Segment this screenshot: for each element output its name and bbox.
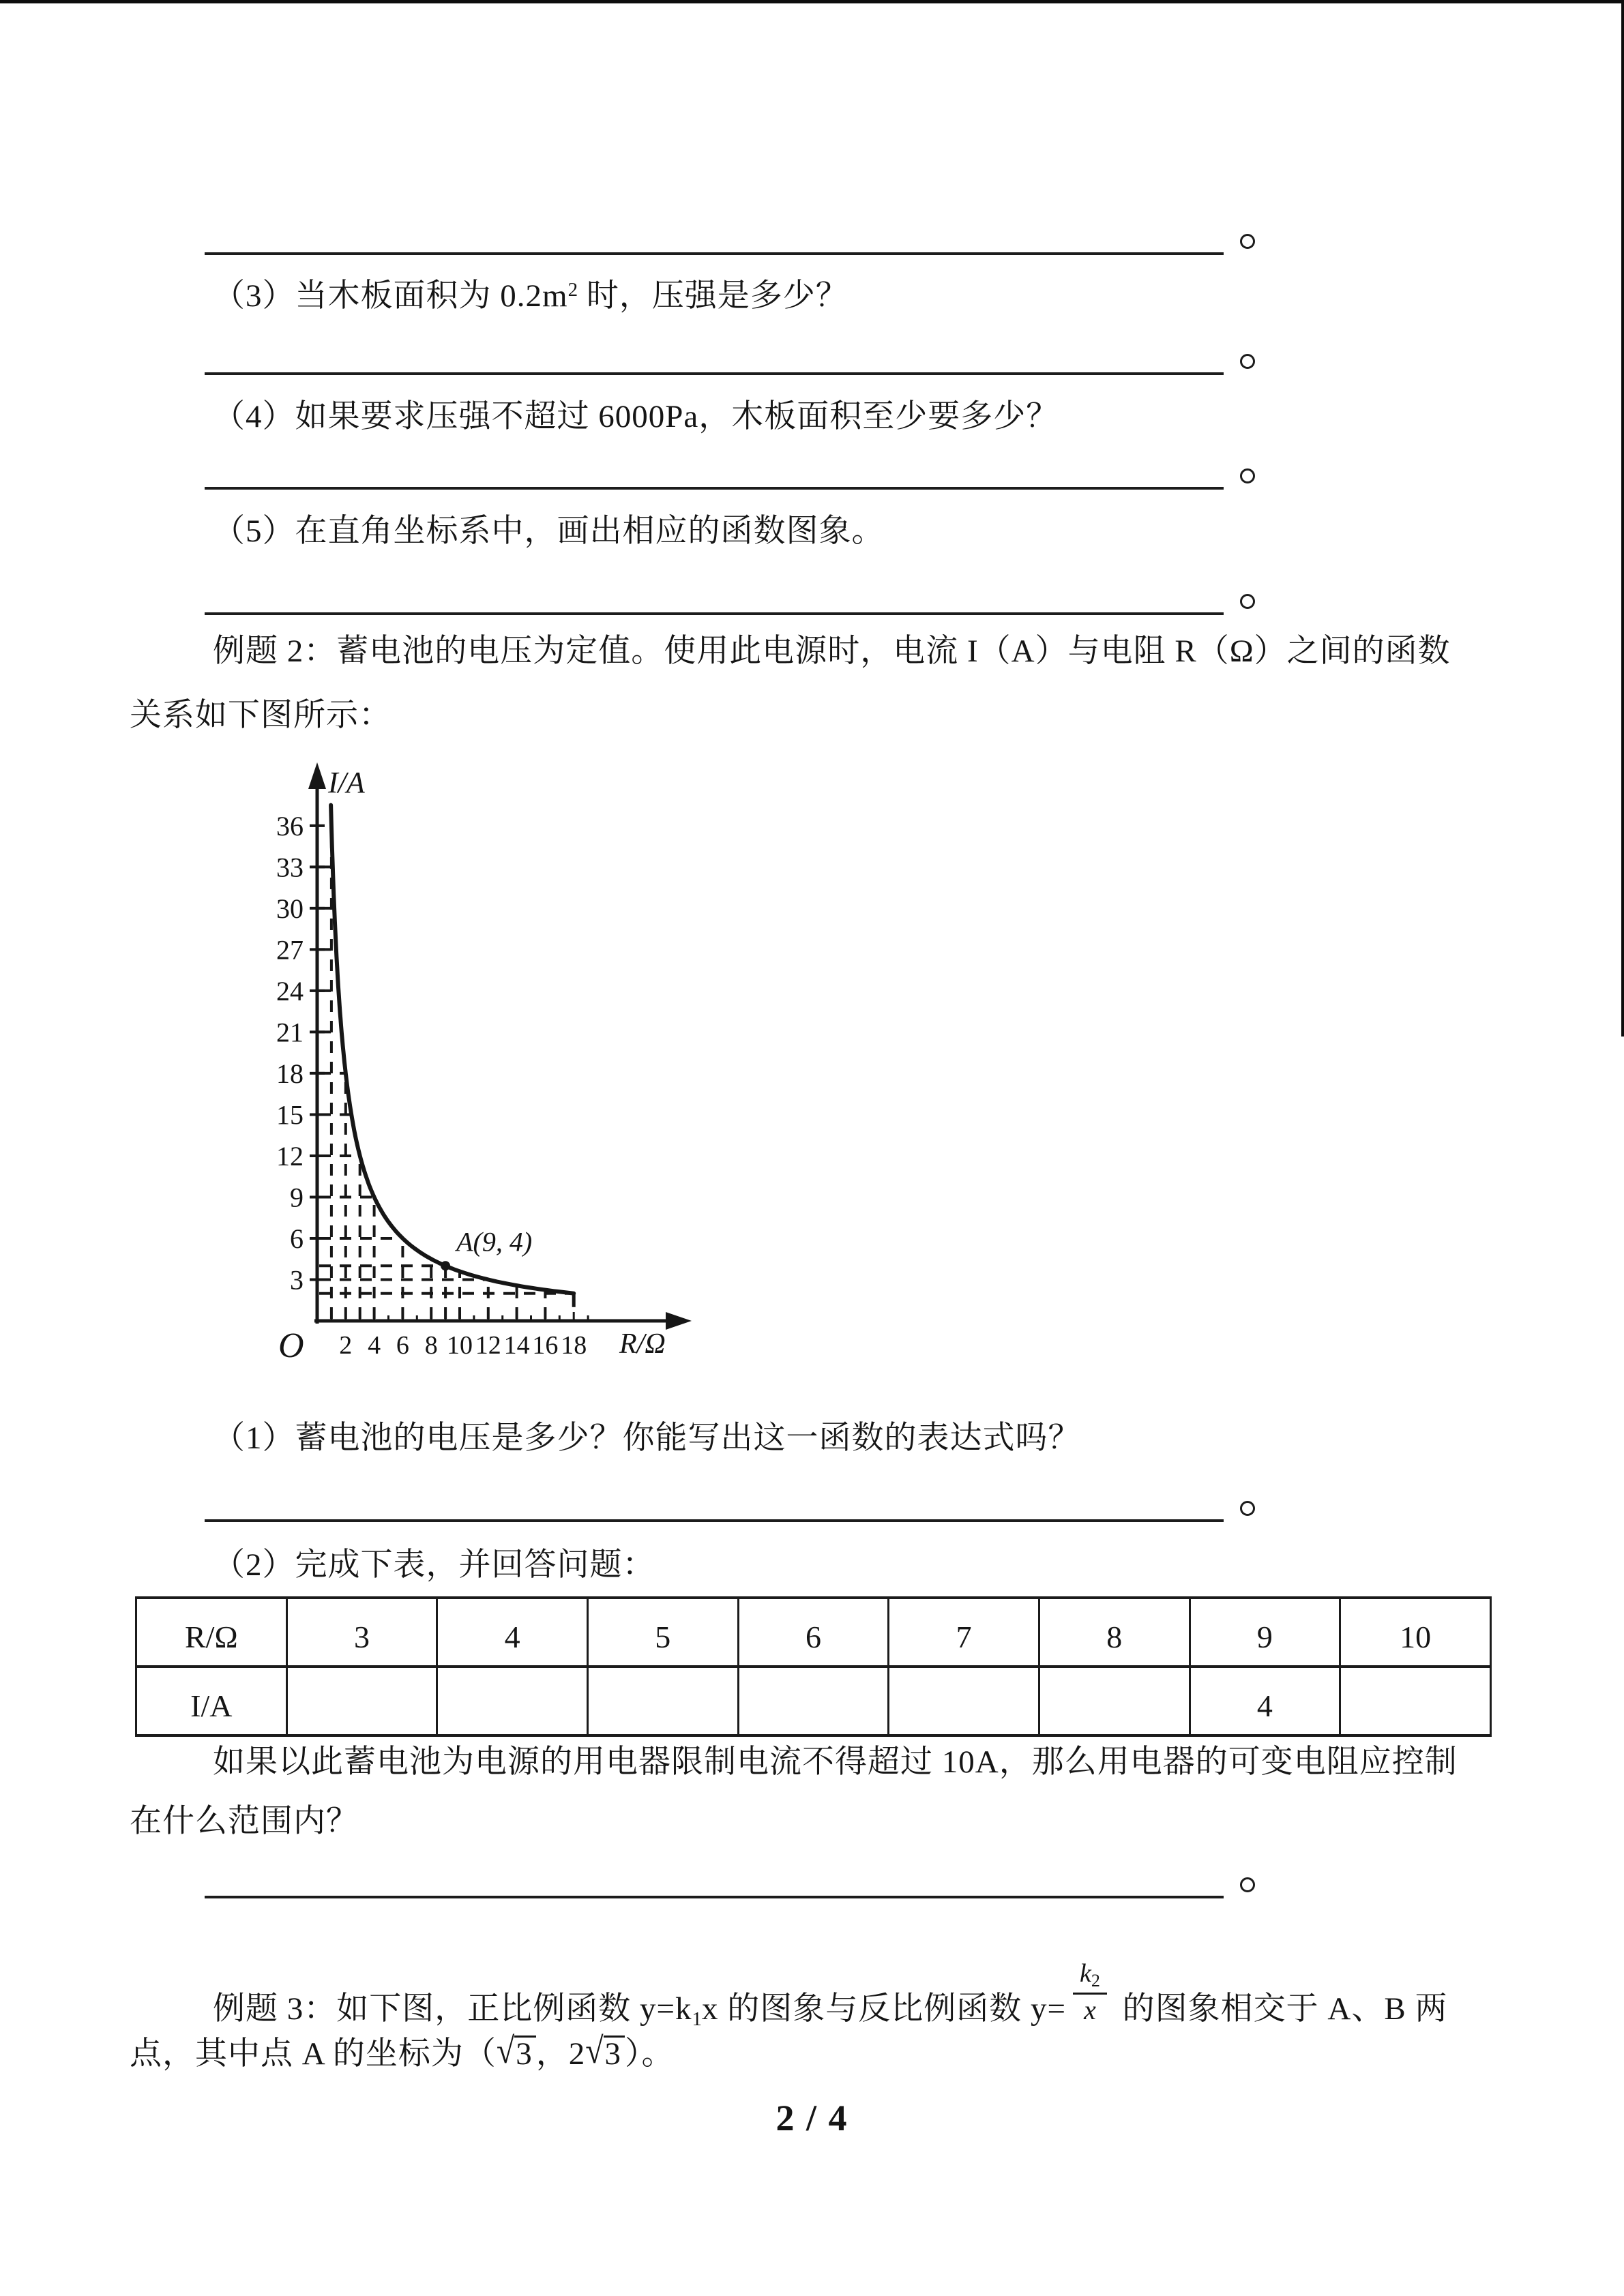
fullwidth-period-icon [1240, 1501, 1255, 1516]
question-3 [213, 276, 848, 316]
table-header-cell: 4 [437, 1598, 588, 1667]
answer-blank-line [205, 1896, 1224, 1898]
x-tick-label: 12 [475, 1331, 501, 1360]
example-3-line-2 [130, 2033, 675, 2074]
y-tick-label: 9 [290, 1182, 304, 1213]
radicand: 3 [514, 2036, 536, 2071]
x-tick-label: 8 [424, 1331, 438, 1360]
y-axis-arrow-icon [308, 762, 326, 789]
sqrt-3-first [496, 2031, 536, 2072]
table-value-cell [738, 1667, 889, 1735]
table-header-cell: 3 [286, 1598, 437, 1667]
y-tick-label: 33 [276, 852, 304, 883]
answer-blank-line [205, 372, 1224, 375]
y-tick-label: 15 [276, 1099, 304, 1131]
superscript-2: 2 [567, 279, 578, 301]
example-2-line-1: 例题 2：蓄电池的电压为定值。使用此电源时，电流 I（A）与电阻 R（Ω）之间的函数 [213, 633, 1451, 669]
table-header-cell: R/Ω [136, 1598, 287, 1667]
y-tick-label: 27 [276, 934, 304, 966]
fullwidth-period-icon [1240, 468, 1255, 483]
table-header-cell: 5 [587, 1598, 738, 1667]
y-tick-label: 6 [290, 1223, 304, 1254]
question-4: （4）如果要求压强不超过 6000Pa，木板面积至少要多少？ [213, 399, 1059, 434]
point-a-coordinates-end: ）。 [625, 2036, 675, 2072]
subscript-1: 1 [692, 2008, 703, 2030]
x-tick-label: 4 [368, 1331, 381, 1360]
subscript-2: 2 [1091, 1971, 1100, 1991]
table-value-cell [587, 1667, 738, 1735]
example-3-text-mid: x 的图象与反比例函数 y= [702, 1991, 1067, 2027]
y-axis-label: I/A [328, 766, 365, 799]
y-tick-label: 3 [290, 1264, 304, 1296]
radicand: 3 [604, 2036, 625, 2071]
y-tick-label: 24 [276, 975, 304, 1007]
answer-blank-line [205, 612, 1224, 615]
fraction-denominator: x [1084, 1995, 1096, 2025]
x-tick-label: 6 [396, 1331, 409, 1360]
x-axis-label: R/Ω [619, 1328, 666, 1360]
y-tick-label: 12 [276, 1141, 304, 1172]
y-tick-label: 18 [276, 1058, 304, 1089]
x-tick-label: 10 [447, 1331, 473, 1360]
radical-sign-icon: √ [585, 2031, 604, 2072]
table-header-cell: 10 [1340, 1598, 1491, 1667]
table-value-cell [437, 1667, 588, 1735]
curve-I-equals-36-over-R [331, 805, 574, 1294]
table-header-cell: 7 [889, 1598, 1039, 1667]
radical-sign-icon: √ [496, 2031, 515, 2072]
y-tick-label: 30 [276, 893, 304, 924]
point-a-coordinates-pre: 点，其中点 A 的坐标为（ [130, 2036, 497, 2072]
scan-border-top [0, 0, 1624, 3]
y-tick-label: 36 [276, 810, 304, 841]
table-header-cell: 8 [1039, 1598, 1190, 1667]
table-value-cell [286, 1667, 437, 1735]
fullwidth-period-icon [1240, 594, 1255, 609]
answer-blank-line [205, 487, 1224, 490]
answer-blank-line [205, 1519, 1224, 1522]
question-5: （5）在直角坐标系中，画出相应的函数图象。 [213, 513, 885, 549]
example-3-line-1 [213, 1960, 1447, 2031]
point-A-dot [441, 1261, 450, 1270]
fullwidth-period-icon [1240, 354, 1255, 369]
example-2-question-2: （2）完成下表，并回答问题： [213, 1547, 655, 1583]
inverse-proportion-graph [259, 723, 703, 1371]
x-axis-arrow-icon [666, 1312, 692, 1330]
x-tick-label: 2 [339, 1331, 353, 1360]
example-3-text: 例题 3：如下图，正比例函数 y=k [213, 1991, 692, 2027]
fullwidth-period-icon [1240, 1877, 1255, 1892]
after-table-line-2: 在什么范围内？ [130, 1804, 359, 1839]
table-value-cell: 4 [1190, 1667, 1340, 1735]
point-a-coordinates-mid: ，2 [535, 2036, 586, 2072]
after-table-line-1: 如果以此蓄电池为电源的用电器限制电流不得超过 10A，那么用电器的可变电阻应控制 [213, 1744, 1458, 1780]
example-3-text-end: 的图象相交于 A、B 两 [1113, 1991, 1448, 2027]
table-value-cell [1340, 1667, 1491, 1735]
table-row [136, 1598, 1491, 1667]
table-row [136, 1667, 1491, 1735]
point-A-label: A(9, 4) [456, 1226, 533, 1257]
fraction-k2-over-x [1073, 1960, 1107, 2028]
y-tick-label: 21 [276, 1017, 304, 1048]
table-value-cell [889, 1667, 1039, 1735]
fullwidth-period-icon [1240, 234, 1255, 249]
x-tick-label: 18 [561, 1331, 587, 1360]
origin-label: O [278, 1326, 304, 1365]
fraction-numerator-k: k [1080, 1959, 1091, 1988]
table-header-cell: 9 [1190, 1598, 1340, 1667]
answer-blank-line [205, 252, 1224, 255]
x-tick-label: 14 [503, 1331, 530, 1360]
r-i-value-table [135, 1596, 1492, 1737]
question-3-text-end: 时，压强是多少？ [578, 278, 848, 314]
graph-svg [259, 723, 703, 1371]
table-header-cell: 6 [738, 1598, 889, 1667]
page-number: 2 / 4 [776, 2098, 848, 2138]
x-tick-label: 16 [532, 1331, 559, 1360]
sqrt-3-second [585, 2031, 625, 2072]
example-2-line-2: 关系如下图所示： [130, 698, 392, 733]
table-value-cell [1039, 1667, 1190, 1735]
example-2-question-1: （1）蓄电池的电压是多少？你能写出这一函数的表达式吗？ [213, 1420, 1081, 1456]
scan-border-right [1621, 0, 1624, 1037]
table-value-cell: I/A [136, 1667, 287, 1735]
question-3-text: （3）当木板面积为 0.2m [213, 278, 568, 314]
fraction-numerator [1073, 1960, 1107, 1995]
